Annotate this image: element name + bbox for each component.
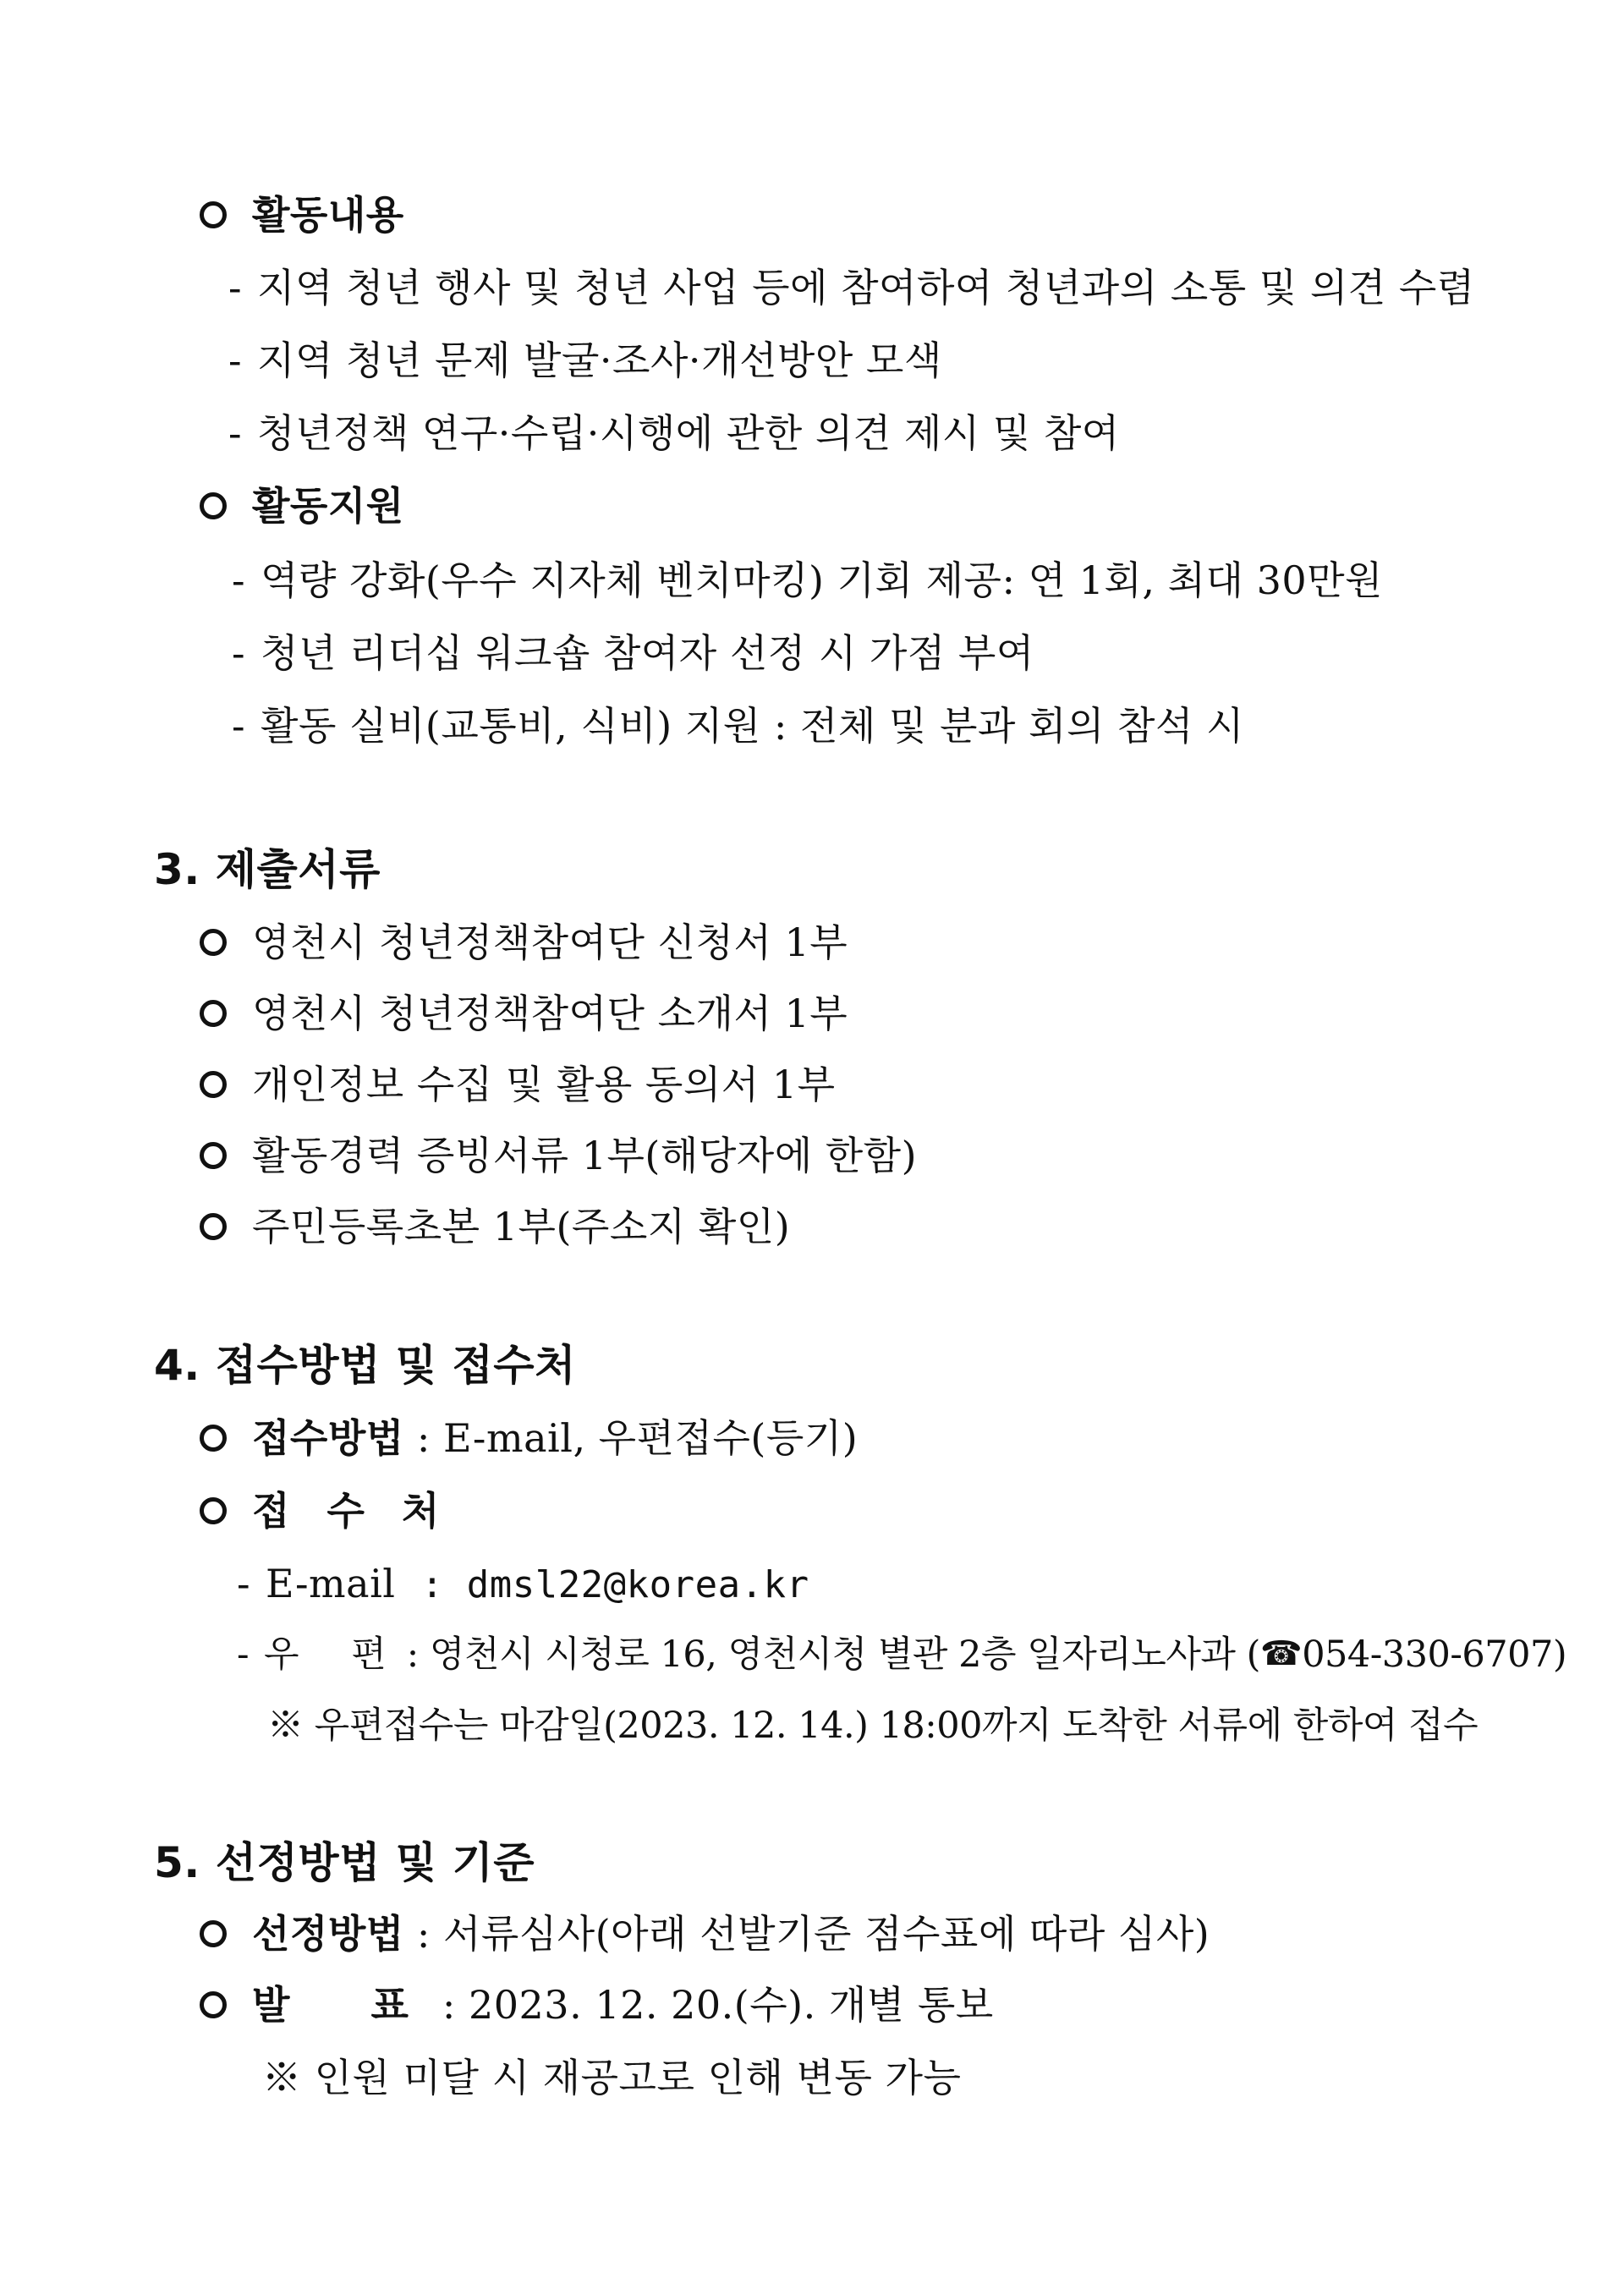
receipt-place-row: [200, 1485, 451, 1536]
circle-bullet-icon: [200, 1497, 227, 1524]
receipt-method-value: : E-mail, 우편접수(등기): [416, 1415, 859, 1461]
circle-bullet-icon: [200, 1142, 227, 1169]
circle-bullet-icon: [200, 1991, 227, 2018]
list-item: 영천시 청년정책참여단 신청서 1부: [200, 917, 848, 968]
circle-bullet-icon: [200, 1213, 227, 1240]
post-address: : 영천시 시청로 16, 영천시청 별관 2층 일자리노사과 (: [406, 1633, 1260, 1676]
list-item: 개인정보 수집 및 활용 동의서 1부: [200, 1059, 836, 1110]
phone-icon: ☎: [1259, 1634, 1303, 1673]
circle-bullet-icon: [200, 1425, 227, 1452]
post-label: 우 편: [264, 1633, 407, 1676]
section5-title: 5. 선정방법 및 기준: [154, 1838, 535, 1887]
circle-bullet-icon: [200, 1920, 227, 1947]
announcement-value: : 2023. 12. 20.(수). 개별 통보: [442, 1982, 994, 2028]
post-note: ※ 우편접수는 마감일(2023. 12. 14.) 18:00까지 도착한 서류에 한하여 접수: [267, 1705, 1479, 1747]
receipt-method-label: 접수방법: [252, 1415, 404, 1461]
email-value: : dmsl22@korea.kr: [420, 1563, 809, 1606]
list-item: - 청년 리더십 워크숍 참여자 선정 시 가점 부여: [232, 630, 1034, 676]
circle-bullet-icon: [200, 929, 227, 956]
announcement-row: [200, 1979, 994, 2030]
selection-method-value: : 서류심사(아래 선발기준 점수표에 따라 심사): [416, 1911, 1210, 1957]
support-heading: 활동지원: [252, 483, 404, 529]
circle-bullet-icon: [200, 1071, 227, 1098]
list-item: 주민등록초본 1부(주소지 확인): [200, 1201, 790, 1252]
list-item: - 지역 청년 행사 및 청년 사업 등에 참여하여 청년과의 소통 및 의견 수렴: [228, 265, 1475, 310]
activities-heading-row: [200, 189, 404, 240]
circle-bullet-icon: [200, 1000, 227, 1027]
announcement-label: 발 표: [252, 1982, 442, 2028]
list-item: - 지역 청년 문제 발굴·조사·개선방안 모색: [228, 338, 942, 383]
circle-bullet-icon: [200, 201, 227, 228]
selection-note: ※ 인원 미달 시 재공고로 인해 변동 가능: [262, 2055, 962, 2100]
selection-method-row: [200, 1908, 1210, 1959]
list-item: - 청년정책 연구·수립·시행에 관한 의견 제시 및 참여: [228, 410, 1120, 456]
list-item: 활동경력 증빙서류 1부(해당자에 한함): [200, 1130, 917, 1181]
support-heading-row: [200, 480, 404, 531]
section3-title: 3. 제출서류: [154, 845, 381, 894]
email-label: E-mail: [266, 1561, 396, 1606]
selection-method-label: 선정방법: [252, 1911, 404, 1957]
list-item: - 역량 강화(우수 지자체 벤치마킹) 기회 제공: 연 1회, 최대 30만원: [232, 557, 1383, 603]
receipt-method-row: [200, 1413, 858, 1463]
receipt-place-label: 접 수 처: [252, 1488, 452, 1534]
post-row: - 우 편: 영천시 시청로 16, 영천시청 별관 2층 일자리노사과 (☎054-330-6707): [237, 1629, 1566, 1683]
list-item: 영천시 청년정책참여단 소개서 1부: [200, 988, 848, 1039]
section4-title: 4. 접수방법 및 접수처: [154, 1341, 576, 1390]
activities-heading: 활동내용: [252, 192, 404, 238]
list-item: - 활동 실비(교통비, 식비) 지원 : 전체 및 분과 회의 참석 시: [232, 703, 1244, 749]
email-row: - E-mail : dmsl22@korea.kr: [237, 1561, 809, 1606]
post-phone: 054-330-6707): [1302, 1633, 1567, 1676]
circle-bullet-icon: [200, 492, 227, 519]
